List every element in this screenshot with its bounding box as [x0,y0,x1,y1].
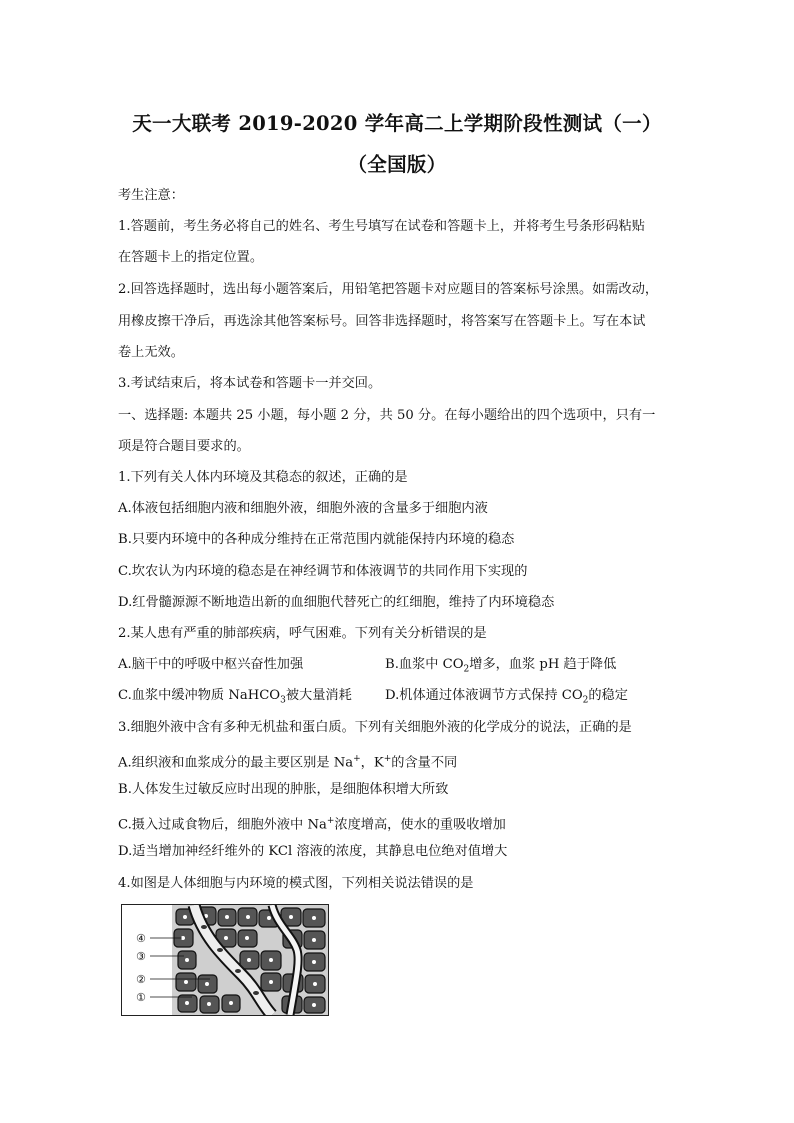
q3-option-b: B.人体发生过敏反应时出现的肿胀，是细胞体积增大所致 [118,782,449,797]
q1-option-b: B.只要内环境中的各种成分维持在正常范围内就能保持内环境的稳态 [118,532,515,547]
notice-line-1: 1.答题前，考生务必将自己的姓名、考生号填写在试卷和答题卡上，并将考生号条形码粘贴 [118,219,645,234]
cell-environment-figure [121,904,329,1016]
q2-option-c: C.血浆中缓冲物质 NaHCO$_3$被大量消耗 [118,688,352,706]
notice-line-6: 3.考试结束后，将本试卷和答题卡一并交回。 [118,376,382,391]
section-line-1: 一、选择题: 本题共 25 小题，每小题 2 分，共 50 分。在每小题给出的四个选项中，只有一 [118,408,656,423]
figure-label-4: ④ [136,932,146,945]
q1-stem: 1.下列有关人体内环境及其稳态的叙述，正确的是 [118,470,408,485]
q3-option-a: A.组织液和血浆成分的最主要区别是 Na+，K+的含量不同 [118,754,458,771]
page-title: 天一大联考 2019-2020 学年高二上学期阶段性测试（一） [132,112,662,135]
notice-line-2: 在答题卡上的指定位置。 [118,250,264,265]
q2-option-d: D.机体通过体液调节方式保持 $CO_2$的稳定 [385,688,628,706]
q2-option-b: B.血浆中 $CO_2$增多，血浆 pH 趋于降低 [385,657,617,675]
q2-option-a: A.脑干中的呼吸中枢兴奋性加强 [118,657,304,672]
figure-label-3: ③ [136,950,146,963]
figure-label-1: ① [136,991,146,1004]
section-line-2: 项是符合题目要求的。 [118,439,250,454]
cell-environment-drawing [122,905,328,1015]
notice-line-3: 2.回答选择题时，选出每小题答案后，用铅笔把答题卡对应题目的答案标号涂黑。如需改动， [118,282,659,297]
notice-heading: 考生注意： [118,188,184,203]
q3-option-c: C.摄入过咸食物后，细胞外液中 Na+浓度增高，使水的重吸收增加 [118,816,506,833]
figure-label-2: ② [136,973,146,986]
page-subtitle: （全国版） [347,153,447,176]
notice-line-5: 卷上无效。 [118,345,184,360]
q3-option-d: D.适当增加神经纤维外的 KCl 溶液的浓度，其静息电位绝对值增大 [118,844,508,859]
notice-line-4: 用橡皮擦干净后，再选涂其他答案标号。回答非选择题时，将答案写在答题卡上。写在本试 [118,314,646,329]
q1-option-d: D.红骨髓源源不断地造出新的血细胞代替死亡的红细胞，维持了内环境稳态 [118,595,555,610]
q3-stem: 3.细胞外液中含有多种无机盐和蛋白质。下列有关细胞外液的化学成分的说法，正确的是 [118,720,632,735]
q2-stem: 2.某人患有严重的肺部疾病，呼气困难。下列有关分析错误的是 [118,626,487,641]
q1-option-a: A.体液包括细胞内液和细胞外液，细胞外液的含量多于细胞内液 [118,501,488,516]
q4-stem: 4.如图是人体细胞与内环境的模式图，下列相关说法错误的是 [118,876,474,891]
q1-option-c: C.坎农认为内环境的稳态是在神经调节和体液调节的共同作用下实现的 [118,564,528,579]
